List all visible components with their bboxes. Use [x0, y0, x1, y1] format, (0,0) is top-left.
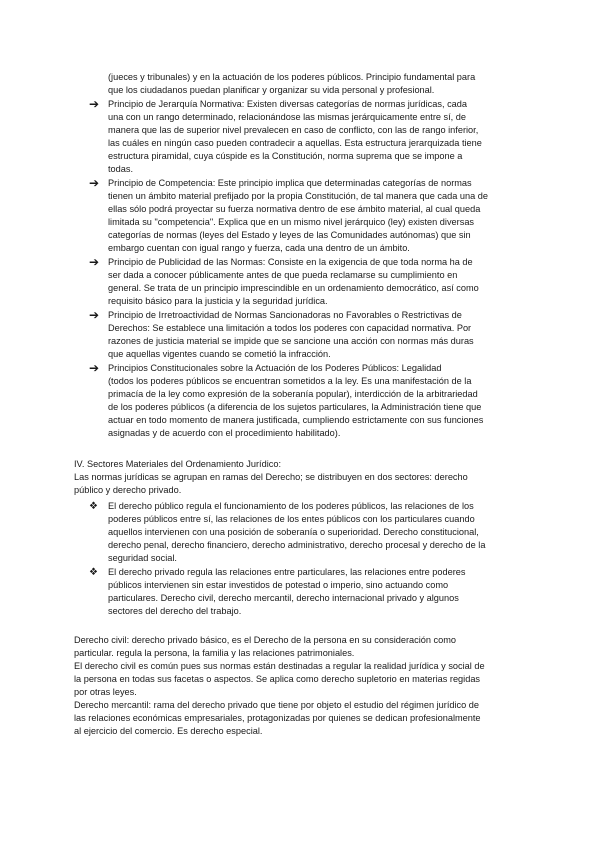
text-line: las relaciones económicas empresariales, protagonizadas por quienes se dedican profesionalmente — [74, 713, 481, 723]
text-line: ellas sólo podrá proyectar su fuerza normativa dentro de ese ámbito material, al cual queda — [108, 204, 481, 214]
text-line: de los poderes públicos (a diferencia de los sujetos particulares, la Administración tiene que — [108, 402, 482, 412]
arrow-bullet-icon: ➔ — [89, 97, 100, 111]
text-line: categorías de normas (leyes del Estado y leyes de las Comunidades autónomas) que sin — [108, 230, 471, 240]
text-line: El derecho civil es común pues sus normas están destinadas a regular la realidad jurídica y social de — [74, 661, 485, 671]
text-line: Derecho mercantil: rama del derecho privado que tiene por objeto el estudio del régimen jurídico de — [74, 700, 479, 710]
text-line: todas. — [108, 164, 134, 174]
text-line: que los ciudadanos puedan planificar y organizar su vida personal y profesional. — [108, 85, 435, 95]
text-line: al ejercicio del comercio. Es derecho especial. — [74, 726, 263, 736]
text-line: Principio de Publicidad de las Normas: Consiste en la exigencia de que toda norma ha de — [108, 257, 473, 267]
arrow-bullet-icon: ➔ — [89, 255, 100, 269]
text-line: El derecho privado regula las relaciones entre particulares, las relaciones entre poderes — [108, 567, 466, 577]
text-line: Principio de Jerarquía Normativa: Existen diversas categorías de normas jurídicas, cada — [108, 99, 467, 109]
text-line: (todos los poderes públicos se encuentran sometidos a la ley. Es una manifestación de la — [108, 376, 472, 386]
text-line: poderes públicos entre sí, las relaciones de los entes públicos con los particulares cuando — [108, 514, 475, 524]
text-line: estructura piramidal, cuya cúspide es la Constitución, norma suprema que se impone a — [108, 151, 463, 161]
diamond-bullet-icon: ❖ — [89, 567, 98, 578]
text-line: ser dada a conocer públicamente antes de que pueda reclamarse su cumplimiento en — [108, 270, 458, 280]
text-line: tienen un ámbito material prefijado por la propia Constitución, de tal manera que cada una de — [108, 191, 488, 201]
text-line: públicos intervienen sin estar investidos de potestad o imperio, sino actuando como — [108, 580, 449, 590]
text-line: razones de justicia material se impide que se sancione una acción con normas más duras — [108, 336, 474, 346]
text-line: aquellos intervienen con una posición de soberanía o superioridad. Derecho constitucional, — [108, 527, 479, 537]
text-line: El derecho público regula el funcionamiento de los poderes públicos, las relaciones de los — [108, 501, 474, 511]
diamond-bullet-icon: ❖ — [89, 501, 98, 512]
text-line: seguridad social. — [108, 553, 177, 563]
text-line: Principios Constitucionales sobre la Actuación de los Poderes Públicos: Legalidad — [108, 363, 442, 373]
text-line: general. Se trata de un principio imprescindible en un ordenamiento democrático, así como — [108, 283, 479, 293]
text-line: sectores del derecho del trabajo. — [108, 606, 242, 616]
text-line: derecho penal, derecho financiero, derecho administrativo, derecho procesal y derecho de la — [108, 540, 486, 550]
text-line: por otras leyes. — [74, 687, 137, 697]
text-line: (jueces y tribunales) y en la actuación de los poderes públicos. Principio fundamental para — [108, 72, 476, 82]
text-line: manera que las de superior nivel prevalecen en caso de conflicto, con las de rango inferior, — [108, 125, 479, 135]
text-line: Principio de Irretroactividad de Normas Sancionadoras no Favorables o Restrictivas de — [108, 310, 462, 320]
text-line: asignadas y de acuerdo con el procedimiento habilitado). — [108, 428, 341, 438]
section-heading: IV. Sectores Materiales del Ordenamiento Jurídico: — [74, 459, 281, 469]
text-line: particular. regula la persona, la familia y las relaciones patrimoniales. — [74, 648, 355, 658]
text-line: primacía de la ley como expresión de la soberanía popular), interdicción de la arbitrariedad — [108, 389, 478, 399]
text-line: particulares. Derecho civil, derecho mercantil, derecho internacional privado y algunos — [108, 593, 459, 603]
text-line: limitada su "competencia". Explica que en un mismo nivel jerárquico (ley) existen diversas — [108, 217, 475, 227]
arrow-bullet-icon: ➔ — [89, 361, 100, 375]
text-line: una con un rango determinado, relacionándose las mismas jerárquicamente entre sí, de — [108, 112, 467, 122]
text-line: Principio de Competencia: Este principio implica que determinadas categorías de normas — [108, 178, 472, 188]
text-line: las cuáles en ningún caso pueden contradecir a aquellas. Esta estructura jerarquizada tiene — [108, 138, 482, 148]
arrow-bullet-icon: ➔ — [89, 308, 100, 322]
text-line: requisito básico para la justicia y la seguridad jurídica. — [108, 296, 328, 306]
text-line: Las normas jurídicas se agrupan en ramas del Derecho; se distribuyen en dos sectores: derecho — [74, 472, 468, 482]
arrow-bullet-icon: ➔ — [89, 176, 100, 190]
text-line: que aquellas vigentes cuando se cometió la infracción. — [108, 349, 331, 359]
text-line: actuar en todo momento de manera justificada, cumpliendo estrictamente con sus funciones — [108, 415, 484, 425]
text-line: embargo cuentan con igual rango y fuerza, cada una dentro de un ámbito. — [108, 243, 410, 253]
text-line: Derechos: Se establece una limitación a todos los poderes con capacidad normativa. Por — [108, 323, 472, 333]
text-line: Derecho civil: derecho privado básico, es el Derecho de la persona en su consideración como — [74, 635, 457, 645]
text-line: la persona en todas sus facetas o aspectos. Se aplica como derecho supletorio en materias regidas — [74, 674, 481, 684]
text-line: público y derecho privado. — [74, 485, 182, 495]
